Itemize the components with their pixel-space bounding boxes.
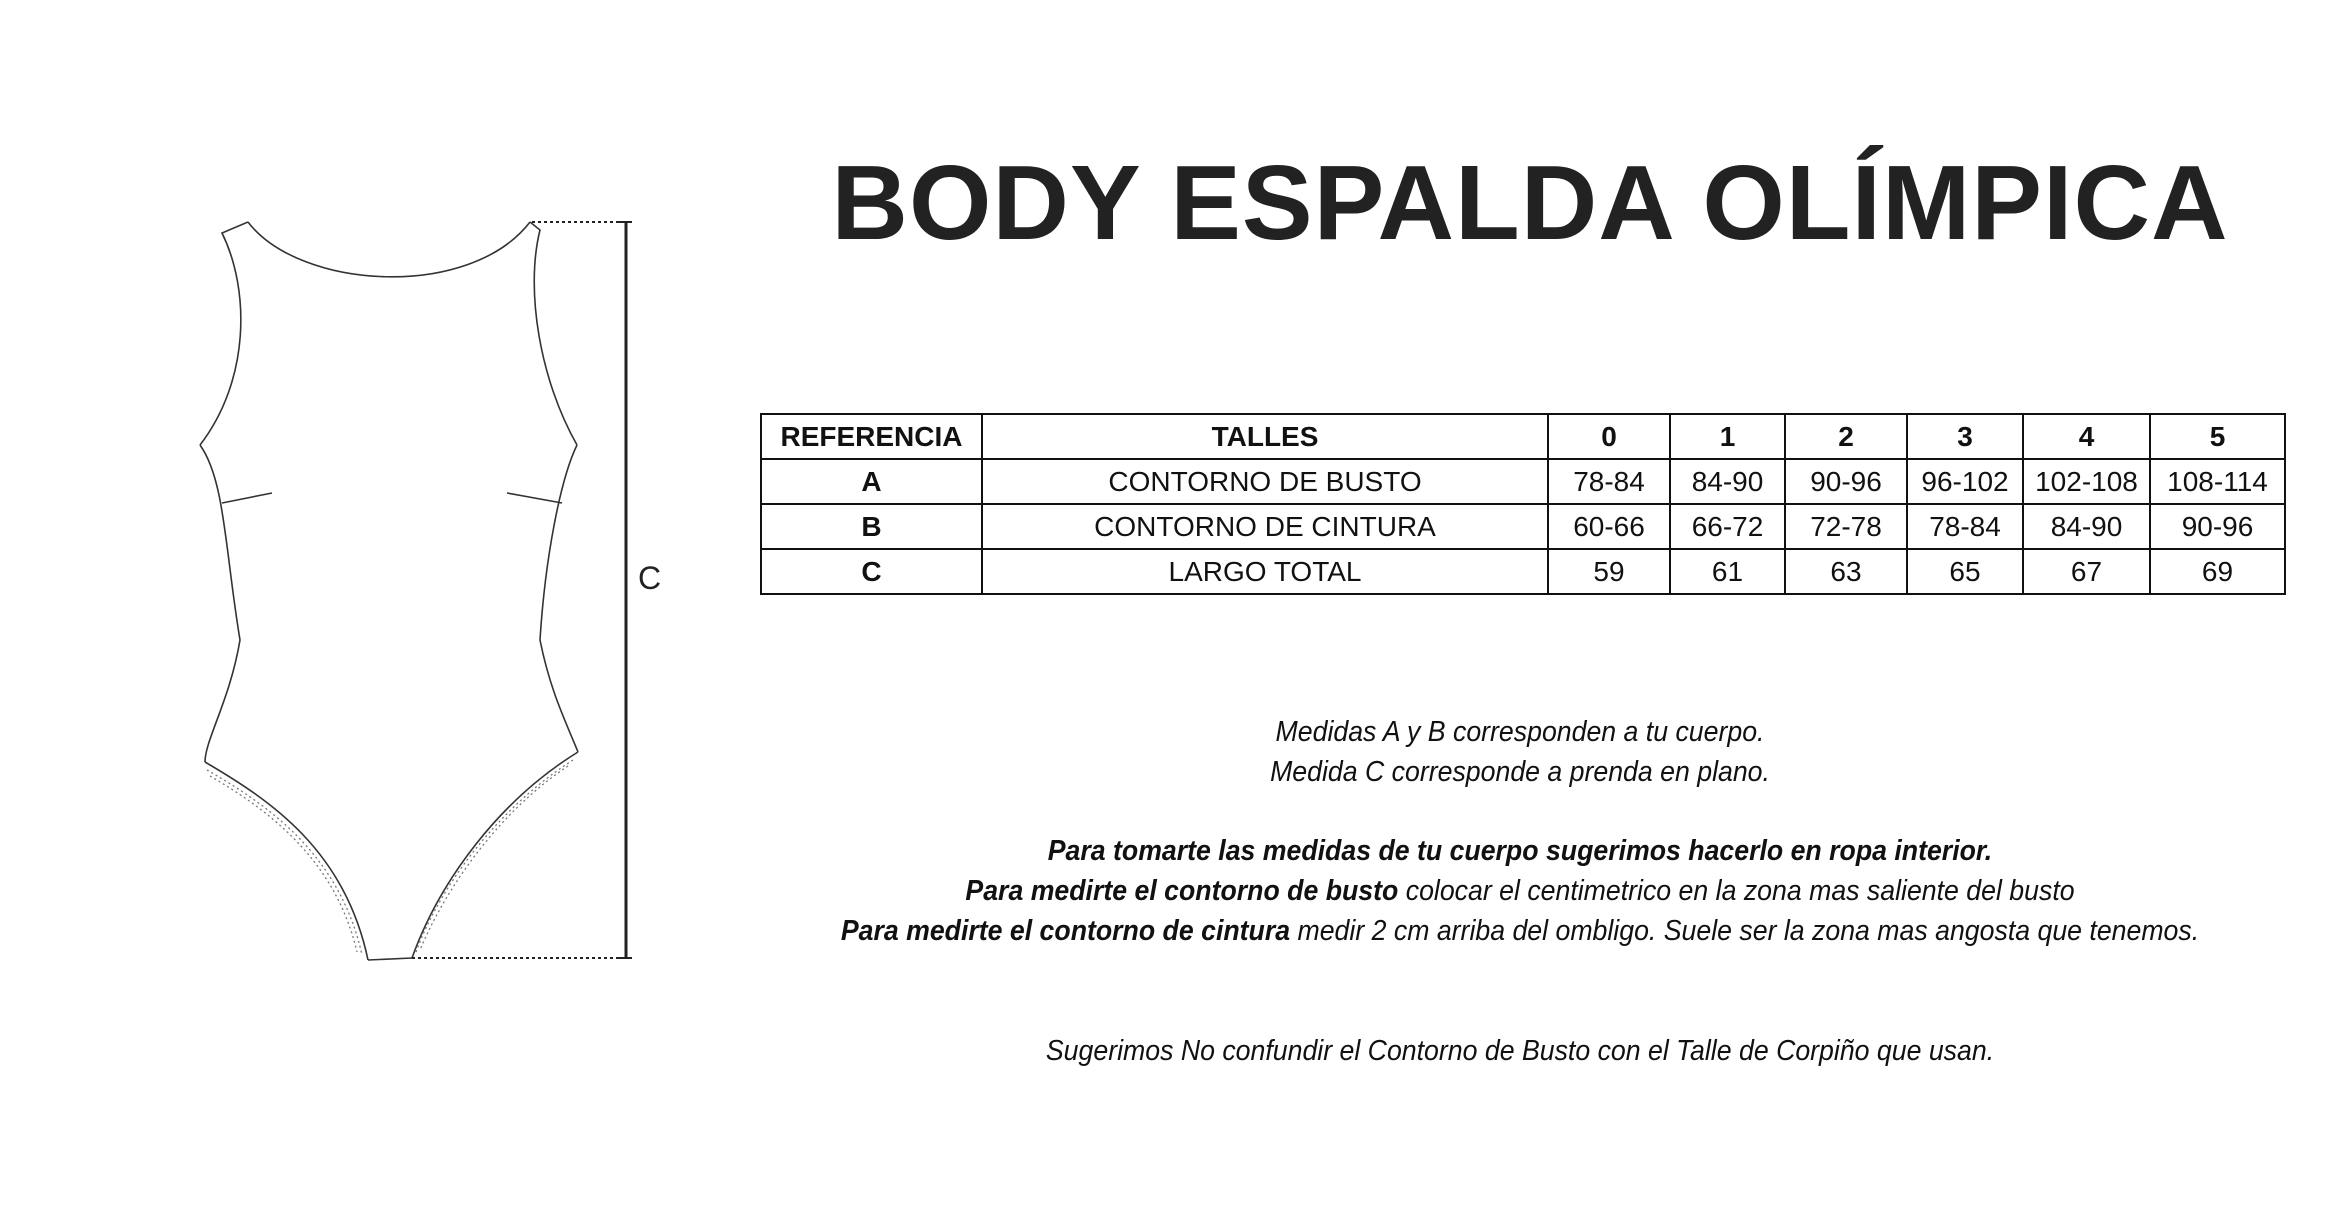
- header-cell: 0: [1548, 414, 1670, 459]
- label-cell: CONTORNO DE CINTURA: [982, 504, 1548, 549]
- value-cell: 65: [1907, 549, 2023, 594]
- header-cell: 1: [1670, 414, 1785, 459]
- bodysuit-diagram: [0, 0, 700, 1000]
- right-strap: [530, 222, 577, 445]
- value-cell: 61: [1670, 549, 1785, 594]
- header-cell: 3: [1907, 414, 2023, 459]
- value-cell: 96-102: [1907, 459, 2023, 504]
- table-row: [761, 459, 2285, 504]
- note-line-5-bold: Para medirte el contorno de cintura: [840, 915, 1291, 947]
- header-cell: 2: [1785, 414, 1907, 459]
- value-cell: 78-84: [1907, 504, 2023, 549]
- note-line-3-text: Para tomarte las medidas de tu cuerpo sugerimos hacerlo en ropa interior.: [1047, 835, 1993, 867]
- value-cell: 72-78: [1785, 504, 1907, 549]
- table-row: [761, 504, 2285, 549]
- note-line-4-bold: Para medirte el contorno de busto: [965, 875, 1399, 907]
- note-line-2: Medida C corresponde a prenda en plano.: [1270, 756, 1770, 788]
- measure-label-c: C: [638, 560, 662, 596]
- value-cell: 108-114: [2150, 459, 2285, 504]
- left-strap: [200, 222, 248, 445]
- value-cell: 66-72: [1670, 504, 1785, 549]
- crotch: [368, 958, 412, 960]
- neckline: [248, 222, 530, 277]
- header-cell: REFERENCIA: [761, 414, 982, 459]
- value-cell: 90-96: [2150, 504, 2285, 549]
- header-cell: 4: [2023, 414, 2150, 459]
- value-cell: 60-66: [1548, 504, 1670, 549]
- value-cell: 90-96: [1785, 459, 1907, 504]
- right-side: [540, 445, 578, 752]
- value-cell: 84-90: [2023, 504, 2150, 549]
- value-cell: 63: [1785, 549, 1907, 594]
- header-cell: TALLES: [982, 414, 1548, 459]
- value-cell: 102-108: [2023, 459, 2150, 504]
- note-line-5: [839, 917, 2201, 946]
- label-cell: CONTORNO DE BUSTO: [982, 459, 1548, 504]
- right-dart: [507, 493, 562, 503]
- table-row: [761, 549, 2285, 594]
- right-leg-opening: [412, 752, 578, 958]
- label-cell: LARGO TOTAL: [982, 549, 1548, 594]
- note-line-6: Sugerimos No confundir el Contorno de Busto con el Talle de Corpiño que usan.: [1045, 1035, 1995, 1067]
- note-line-4: [839, 877, 2201, 906]
- value-cell: 59: [1548, 549, 1670, 594]
- page-title: BODY ESPALDA OLÍMPICA: [831, 144, 2229, 262]
- value-cell: 69: [2150, 549, 2285, 594]
- value-cell: 84-90: [1670, 459, 1785, 504]
- header-cell: 5: [2150, 414, 2285, 459]
- note-line-1: Medidas A y B corresponden a tu cuerpo.: [1275, 716, 1765, 748]
- ref-cell: B: [761, 504, 982, 549]
- value-cell: 67: [2023, 549, 2150, 594]
- note-line-4-rest: colocar el centimetrico en la zona mas saliente del busto: [1398, 875, 2075, 907]
- ref-cell: A: [761, 459, 982, 504]
- left-dart: [222, 493, 272, 503]
- ref-cell: C: [761, 549, 982, 594]
- note-line-3: [839, 837, 2201, 866]
- note-line-5-rest: medir 2 cm arriba del ombligo. Suele ser la zona mas angosta que tenemos.: [1290, 915, 2200, 947]
- left-leg-opening: [205, 762, 368, 960]
- value-cell: 78-84: [1548, 459, 1670, 504]
- size-table: [760, 413, 2286, 595]
- left-side: [200, 445, 240, 762]
- table-header-row: [761, 414, 2285, 459]
